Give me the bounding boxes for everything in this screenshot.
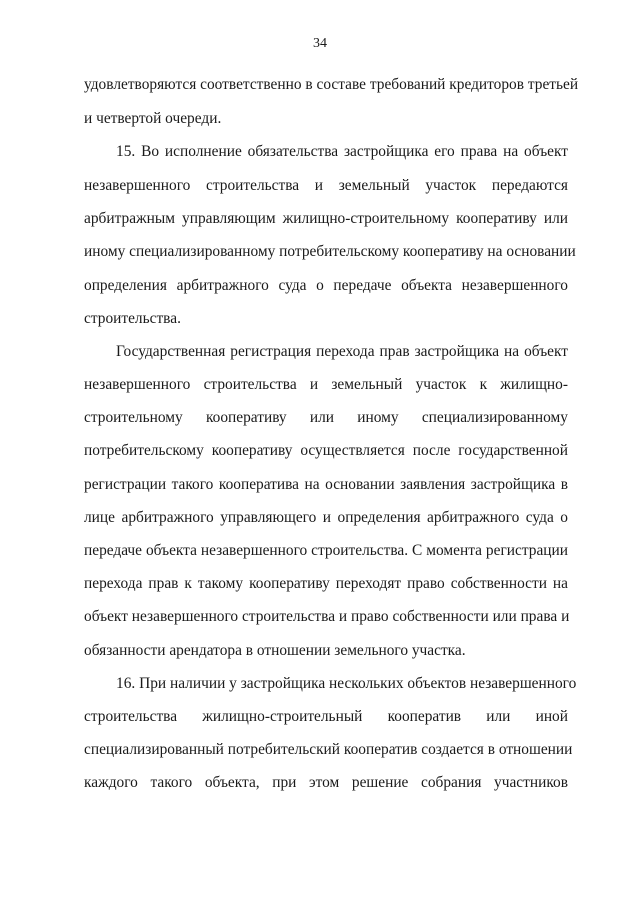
text-line-16: перехода прав к такому кооперативу переходят право собственности на (84, 575, 568, 592)
text-line-20: строительства жилищно-строительный кооператив или иной (84, 708, 568, 725)
text-line-22: каждого такого объекта, при этом решение собрания участников (84, 774, 568, 791)
text-line-2: и четвертой очереди. (84, 110, 222, 127)
text-line-8: строительства. (84, 310, 181, 327)
text-line-7: определения арбитражного суда о передаче объекта незавершенного (84, 277, 568, 294)
text-line-19: 16. При наличии у застройщика нескольких объектов незавершенного (116, 675, 577, 692)
text-line-14: лице арбитражного управляющего и определения арбитражного суда о (84, 509, 568, 526)
text-line-10: незавершенного строительства и земельный участок к жилищно- (84, 376, 568, 393)
text-line-12: потребительскому кооперативу осуществляется после государственной (84, 442, 568, 459)
text-line-13: регистрации такого кооператива на основании заявления застройщика в (84, 476, 568, 493)
text-line-9: Государственная регистрация перехода прав застройщика на объект (116, 343, 568, 360)
text-line-21: специализированный потребительский кооператив создается в отношении (84, 741, 573, 758)
text-line-3: 15. Во исполнение обязательства застройщика его права на объект (116, 143, 568, 160)
text-line-11: строительному кооперативу или иному специализированному (84, 409, 568, 426)
text-line-15: передаче объекта незавершенного строительства. С момента регистрации (84, 542, 568, 559)
text-line-1: удовлетворяются соответственно в составе требований кредиторов третьей (84, 76, 579, 93)
text-line-5: арбитражным управляющим жилищно-строительному кооперативу или (84, 210, 568, 227)
text-line-6: иному специализированному потребительскому кооперативу на основании (84, 243, 576, 260)
text-line-18: обязанности арендатора в отношении земельного участка. (84, 642, 466, 659)
page-number: 34 (313, 36, 327, 51)
text-line-17: объект незавершенного строительства и право собственности или права и (84, 608, 570, 625)
text-line-4: незавершенного строительства и земельный участок передаются (84, 177, 568, 194)
